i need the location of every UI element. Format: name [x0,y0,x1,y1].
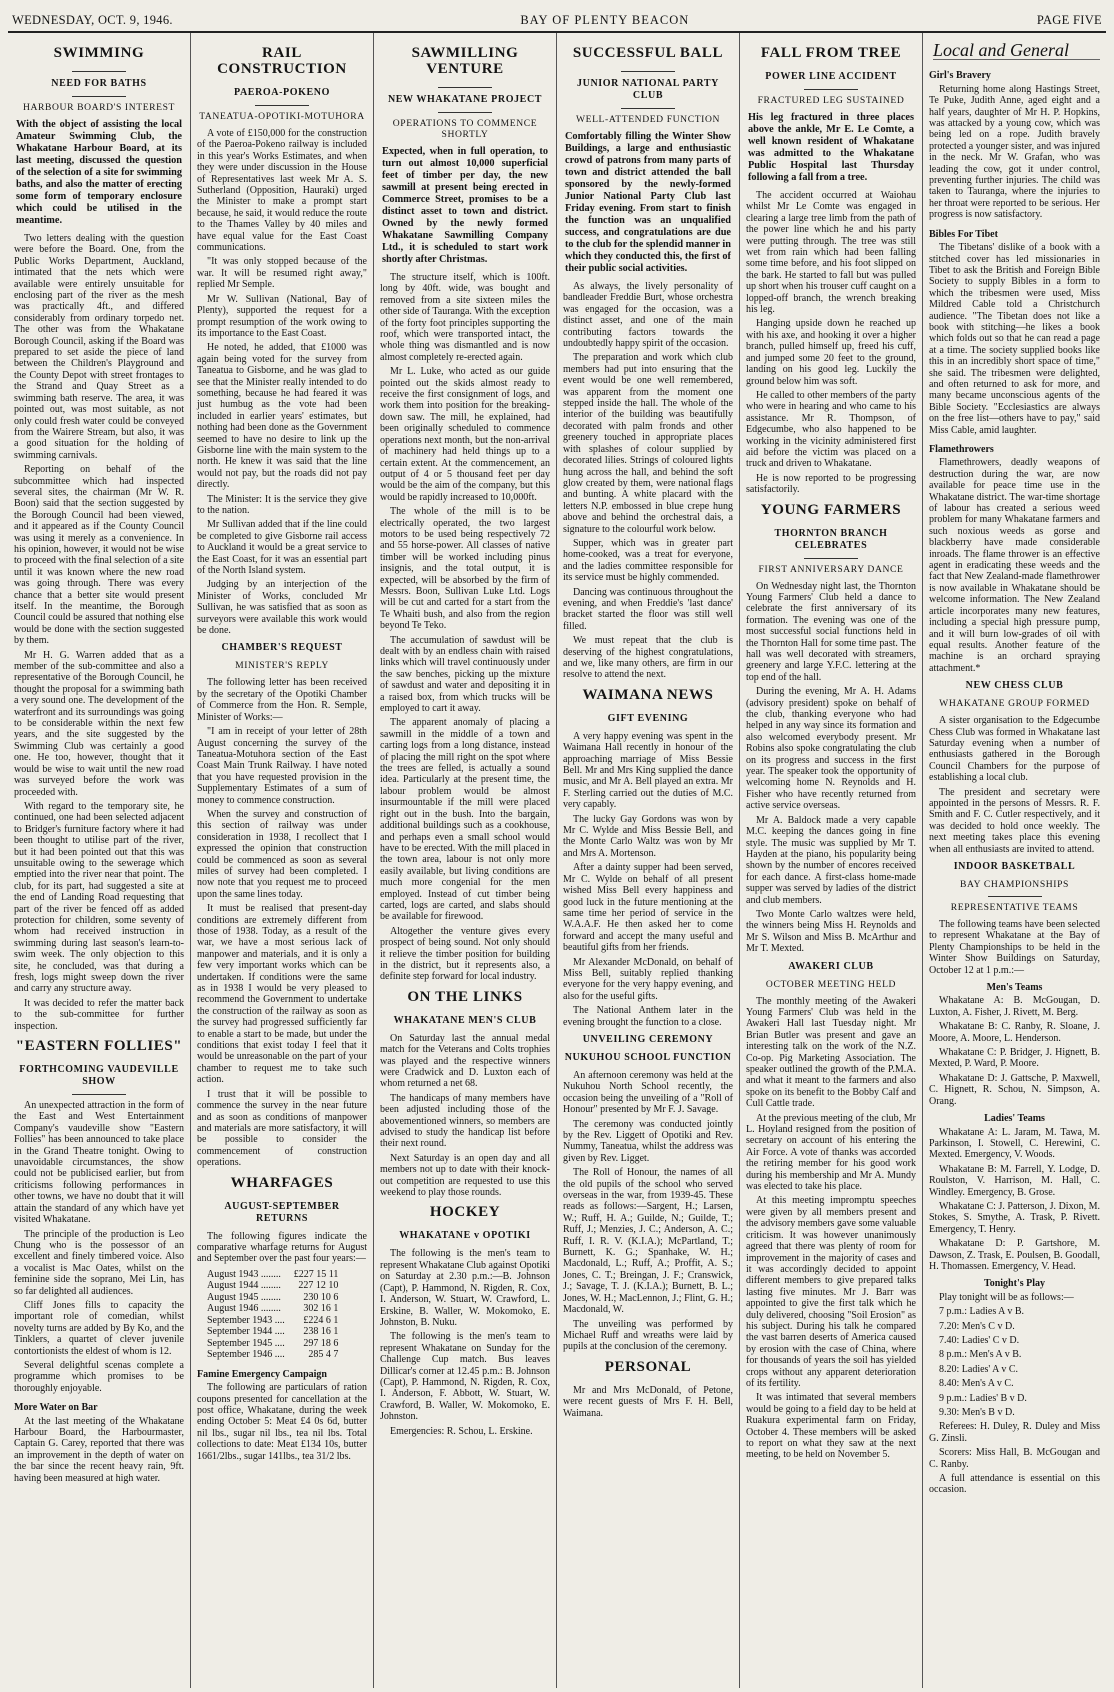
article-body [563,281,733,681]
divider [804,558,858,559]
article-swimming [14,45,184,1032]
subheading: HARBOUR BOARD'S INTEREST [22,102,176,113]
item-heading: Girl's Bravery [929,70,991,82]
divider [255,105,309,106]
item-text: Flamethrowers, deadly weapons of destruction during the war, are now available for peace time use in the Whakatane district. The war-time shortage of labour has created a serious weed problem for many Whakatane farmers and such noxious weeds as gorse and blackberry have made considerable inroads. The flame thrower is an effective agent in eradicating these weeds and the fact that New Zealand-made flamethrower is now available in Whakatane should be welcome information. The New Zealand article incorporates many new features, including a special high pressure pump, and it will burn low-grades of oil with equal results. Another feature of the machine is an orchard spraying attachment.* [929,457,1100,674]
masthead [8,10,1106,33]
paragraph: A vote of £150,000 for the construction of the Paeroa-Pokeno railway is included in this year's Works Estimates, and when they were under discussion in the House of Representatives last week Mr A. S. Sutherland (Opposition, Hauraki) urged the Minister to make a prompt start because, he said, it would reduce the route to the Thames Valley by 40 miles and have equal value for the East Coast communications. [197,128,367,254]
article-body [197,128,367,636]
subheading: NUKUHOU SCHOOL FUNCTION [564,1051,732,1063]
paragraph: Whakatane B: C. Ranby, R. Sloane, J. Moore, A. Moore, L. Henderson. [929,1021,1100,1044]
paragraph: The National Anthem later in the evening brought the function to a close. [563,1005,733,1028]
paragraph: Mr and Mrs McDonald, of Petone, were recent guests of Mrs F. H. Bell, Waimana. [563,1384,733,1419]
article-body [563,1070,733,1353]
paragraph: Emergencies: R. Schou, L. Erskine. [390,1425,533,1437]
paragraph: The structure itself, which is 100ft. long by 40ft. wide, was bought and removed from a site sixteen miles the other side of Tauranga. With the exception of the forty foot principles supporting the roof, which were transported intact, the whole thing was dismantled and is now almost completely re-erected again. [380,272,550,363]
headline: YOUNG FARMERS [760,501,902,518]
article-waimana-news [563,687,733,1028]
article-famine-campaign [197,1369,367,1462]
subheading: TANEATUA-OPOTIKI-MOTUHORA [199,111,365,122]
subheading: OCTOBER MEETING HELD [765,978,897,990]
headline: AWAKERI CLUB [788,960,874,972]
paragraph: The president and secretary were appointed in the persons of Messrs. R. F. Smith and F. C. Cutler respectively, and it was decided to hold once weekly. The next meeting takes place this evening when all enthusiasts are invited to attend. [929,786,1100,855]
paragraph: At the last meeting of the Whakatane Harbour Board, the Harbourmaster, Captain G. Carey, reported that there was an improvement in the depth of water on the bar since the recent heavy rain, 9ft. having been measured at high water. [14,1415,184,1484]
article-body [746,996,916,1461]
item-heading: Bibles For Tibet [929,228,998,240]
paragraph: The Roll of Honour, the names of all the old pupils of the school who served overseas in the war, from 1939-45. These reads as follows:—Sargent, H.; Larsen, W.; Ruff, H. A.; Guilde, N.; Guilde, T.; Ruff, J.; Menzies, J. C.; Anderson, A. C.; Ruff, I. R. V. (K.I.A.); McPartland, T.; Burnett, K. G.; Spanhake, W. H.; Macdonald, L.; Ruff, A.; Proffit, A. S.; Jones, C. T.; Breingan, J. F.; Cranswick, J.; Savage, T. J. (K.I.A.); Burnett, B. L.; Jones, W. H.; MacLennon, J.; Flint, G. H.; Macdonald, W. [563,1167,733,1316]
headline: CHAMBER'S REQUEST [221,642,343,654]
local-items [929,70,1100,674]
article-fall-from-tree [746,45,916,496]
paragraph: Reporting on behalf of the subcommittee which had inspected several sites, the chairman (Mr W. R. Boon) said that the section suggested by the Borough Council had been viewed, and it appeared as if the County Council was using it merely as a convenience. In his opinion, however, it would not be wise to proceed with the final selection of a site until it was known where the new road was going through. There was every chance that a better site would present itself. In the meantime, the Borough Council could be assured that nothing else would be done with the section suggested by them. [14,464,184,647]
paragraph: Whakatane C: P. Bridger, J. Hignett, B. Mexted, P. Ward, P. Moore. [929,1047,1100,1070]
paragraph: Mr W. Sullivan (National, Bay of Plenty), supported the request for a prompt resumption of the work owing to its importance to the East Coast. [197,293,367,339]
paragraph: An afternoon ceremony was held at the Nukuhou North School recently, the occasion being the unveiling of a "Roll of Honour" presented by Mr F. J. Savage. [563,1069,733,1116]
headline: ON THE LINKS [407,988,523,1005]
paragraph: The unveiling was performed by Michael Ruff and wreaths were laid by pupils at the conclusion of the ceremony. [563,1318,733,1353]
month-cell: August 1945 ........ [207,1291,281,1303]
article-body [197,677,367,1168]
headline: INDOOR BASKETBALL [953,861,1076,872]
paragraph: I trust that it will be possible to commence the survey in the near future and as soon as conditions of manpower and materials are more satisfactory, it will be possible to consider the commencement of construction operations. [197,1088,367,1169]
month-cell: August 1943 ........ [207,1268,281,1280]
article-unveiling-ceremony [563,1034,733,1353]
paragraph: The accident occurred at Waiohau whilst Mr Le Comte was engaged in clearing a large tree limb from the path of the power line which he and his party were putting through. The tree was still wet from rain which had been falling some time before, and his foot slipped on the bark. He started to fall but was pulled up short when his trouser cuff caught on a lopped-off branch, the wrench breaking his leg. [746,190,916,316]
article-wharfages [197,1175,367,1361]
paragraph: Play tonight will be as follows:— [939,1291,1074,1303]
paragraph: It was decided to refer the matter back to the sub-committee for further inspection. [14,997,184,1032]
paragraph: The following teams have been selected to represent Whakatane at the Bay of Plenty Championships to be held in the Winter Show Buildings on Saturday, October 12 at 1 p.m.:— [929,919,1100,976]
table-row [207,1292,341,1304]
headline: UNVEILING CEREMONY [582,1033,714,1045]
subheading: WELL-ATTENDED FUNCTION [575,114,721,125]
paragraph: Whakatane C: J. Patterson, J. Dixon, M. Stokes, S. Smythe, A. Trask, P. Rivett. Emergency, T. Henry. [929,1200,1100,1235]
article-new-chess-club [929,680,1100,855]
paragraph: With regard to the temporary site, he continued, one had been selected adjacent to Bridger's furniture factory where it had been thought to utilise part of the river, but it had been pointed out that this was unsuitable owing to the sewerage which emptied into the river near that point. The club, for its part, had suggested a site at the end of Landing Road requesting that part of the river be fenced off as added protection for children, some seventy of whom had received instruction in swimming during last season's learn-to-swim week. The only objection to this site, he concluded, was that during a fresh, logs might sweep down the river and carry any structure away. [14,800,184,995]
paragraph: Two letters dealing with the question were before the Board. One, from the Public Works Department, Auckland, intimated that the nets which were available were entirely unsuitable for enclosing part of the river as the mesh was practically 4ft., and differed considerably from ordinary torpedo net. The other was from the Whakatane Borough Council, asking if the Board was prepared to set aside the piece of land between the Children's Playground and the County Depot with street frontages to the Strand and Quay Street as a swimming bath reserve. The area, it was pointed out, was most suitable, as not only could fresh water could be conveyed from the Wairere Stream, but also, it was a good situation for the holding of swimming carnivals. [14,233,184,461]
headline: SWIMMING [53,45,145,61]
divider [72,96,126,97]
amount-cell: 230 10 6 [303,1291,339,1303]
paragraph: He called to other members of the party who were in hearing and who came to his assistance. Mr R. Thompson, of Edgecumbe, who also happened to be working in the vicinity administered first aid before the victim was placed on a truck and driven to Whakatane. [746,389,916,470]
column-6 [923,33,1106,1688]
subheading: FIRST ANNIVERSARY DANCE [758,563,904,575]
month-cell: August 1946 ........ [207,1303,281,1315]
paragraph: Several delightful scenas complete a programme which promises to be thoroughly enjoyable. [14,1359,184,1394]
play-schedule [929,1306,1100,1418]
table-row [207,1326,341,1338]
ladies-teams-heading: Ladies' Teams [984,1113,1045,1125]
paragraph: Two Monte Carlo waltzes were held, the winners being Miss H. Reynolds and Mr S. Wilson and Miss B. McArthur and Mr T. Mexted. [746,908,916,955]
table-row [207,1303,341,1315]
paragraph: An unexpected attraction in the form of the East and West Entertainment Company's vaudeville show "Eastern Follies" has been announced to take place in the Grand Theatre tonight. Owing to unavoidable circumstances, the show could not be publicised earlier, but from criticisms following performances in other towns, we have no doubt that it will attain the standard of any which have yet visited Whakatane. [14,1100,184,1226]
divider [72,1094,126,1095]
table-row [207,1349,341,1361]
table-row [207,1338,341,1350]
article-body [380,272,550,983]
paragraph: 7.20: Men's C v D. [939,1320,1015,1332]
paragraph: Supper, which was in greater part home-cooked, was a treat for everyone, and the ladies committee responsible for its service must be highly commended. [563,537,733,584]
article-eastern-follies [14,1038,184,1394]
headline: Famine Emergency Campaign [197,1368,327,1380]
headline: SUCCESSFUL BALL [572,45,724,61]
paragraph: The accumulation of sawdust will be dealt with by an endless chain with raised links which will travel continuously under the saw benches, picking up the mixture of sawdust and water and depositing it in a raised box, from which trucks will be employed to cart it away. [380,634,550,715]
subheading: JUNIOR NATIONAL PARTY CLUB [577,78,719,101]
paragraph: 8.40: Men's A v C. [939,1378,1014,1390]
lead-paragraph: With the object of assisting the local Amateur Swimming Club, the Whakatane Harbour Board, at its last meeting, discussed the question of the selection of a site for swimming baths, and also the matter of erecting some form of temporary enclosure which could be utilised in the meantime. [16,119,182,226]
article-body [14,233,184,1032]
headline: RAIL CONSTRUCTION [217,45,347,77]
article-body [929,715,1100,855]
paragraph: The following figures indicate the comparative wharfage returns for August and September over the past four years:— [197,1230,367,1265]
paragraph: The following is the men's team to represent Whakatane Club against Opotiki on Saturday at 2.30 p.m.:—B. Johnson (Capt), P. Hammond, N. Rigden, R. Cox, I. Anderson, W. Stuart, W. Crawford, L. Erskine, B. Waller, W. Mokomoko, E. Johnston, B. Nuku. [380,1248,550,1328]
mens-teams-heading: Men's Teams [986,982,1043,994]
article-body [746,581,916,955]
paragraph: A full attendance is essential on this occasion. [929,1473,1100,1496]
paragraph: Cliff Jones fills to capacity the important role of comedian, whilst novelty turns are added by By Ko, and the Tinklers, a quartet of clever juvenile contortionists the eldest of whom is 12. [14,1299,184,1357]
columns [8,33,1106,1688]
subheading: FORTHCOMING VAUDEVILLE SHOW [19,1064,179,1088]
paragraph: At this meeting impromptu speeches were given by all members present and the advisory members gave some valuable criticism. It was however unanimously agreed that there was plenty of room for improvement in the majority of cases and it was accordingly decided to appoint different members to give prepared talks lasting five minutes. Mr J. Barr was appointed to give the first talk which he duly delivered, choosing "Soil Erosion" as his subject. During his talk he compared the vast barren deserts of America caused by erosion with the case of China, where for thousands of years the soil has yielded crops without any apparent deterioration of its fertility. [746,1195,916,1389]
paragraph: Mr Alexander McDonald, on behalf of Miss Bell, suitably replied thanking everyone for the very happy evening, and also for the useful gifts. [563,956,733,1002]
paragraph: At the previous meeting of the club, Mr L. Hoyland resigned from the position of secretary on account of his entering the Air Force. A vote of thanks was accorded the retiring member for his good work during his membership and Mr A. Mundy was elected to take his place. [746,1112,916,1193]
subheading: WHAKATANE v OPOTIKI [399,1230,531,1242]
local-and-general [929,40,1100,674]
divider [621,71,675,72]
subheading: WHAKATANE MEN'S CLUB [393,1014,537,1026]
paragraph: The Minister: It is the service they give to the nation. [197,493,367,516]
paragraph: 9 p.m.: Ladies' B v D. [939,1392,1027,1404]
paragraph: It must be realised that present-day conditions are extremely different from those of 1938. Today, as a result of the war, we have a most serious lack of manpower and materials, and it is only a few very important works which can be undertaken. If conditions were the same as in 1938 I would be very pleased to recommend the Government to undertake the construction of the railway as soon as the survey had progressed sufficiently far to enable a start to be made, but under the conditions that exist today I feel that it would be unreasonable on the part of your chamber to request me to take such action. [197,903,367,1086]
paragraph: Whakatane D: J. Gattsche, P. Maxwell, C. Hignett, R. Schou, N. Simpson, A. Orang. [929,1072,1100,1107]
article-body [380,1033,550,1199]
subheading: MINISTER'S REPLY [235,660,329,672]
article-young-farmers [746,502,916,955]
ladies-teams [929,1127,1100,1273]
subheading: NEW WHAKATANE PROJECT [387,94,543,105]
month-cell: September 1946 .... [207,1349,285,1361]
paragraph: Altogether the venture gives every prospect of being sound. Not only should it relieve the timber position for building in the district, but it represents also, a definite step forward for local industry. [380,925,550,983]
paragraph: "I am in receipt of your letter of 28th August concerning the survey of the Taneatua-Motuhora section of the East Coast Main Trunk Railway. I have noted that you have requested provision in the Supplementary Estimates of a sum of money to commence construction. [197,726,367,806]
headline: HOCKEY [429,1204,501,1221]
section-title: Local and General [933,45,1100,60]
paragraph: The lucky Gay Gordons was won by Mr C. Wylde and Miss Bessie Bell, and the Monte Carlo Waltz was won by Mr and Mrs A. Mortenson. [563,813,733,859]
amount-cell: £224 6 1 [303,1314,339,1326]
paragraph: The whole of the mill is to be electrically operated, the two largest motors to be used being respectively 72 and 55 horse-power. All classes of native timber will be worked including pinus insignis, and the total output, it is expected, will be absorbed by the firm of Messrs. Boon, Sullivan Luke Ltd. Logs will be cut and carted for a start from the Te Whaiti bush, and also from the region beyond Te Teko. [380,506,550,632]
paragraph: A very happy evening was spent in the Waimana Hall recently in honour of the approaching marriage of Miss Bessie Bell. Mr and Mrs King supplied the dance music, and Mr A. Bell played an extra. Mr F. Sterling carried out the duties of M.C. very capably. [563,730,733,811]
paragraph: 7 p.m.: Ladies A v B. [939,1306,1024,1318]
divider [804,89,858,90]
article-body [380,1248,550,1437]
paragraph: Dancing was continuous throughout the evening, and when Freddie's 'last dance' bracket started the floor was still well filled. [563,586,733,632]
column-4 [557,33,740,1688]
table-row [207,1269,341,1281]
subheading: REPRESENTATIVE TEAMS [950,902,1079,913]
column-5 [740,33,923,1688]
subheading: WHAKATANE GROUP FORMED [939,698,1090,710]
headline: WAIMANA NEWS [582,686,714,703]
paragraph: Whakatane D: P. Gartshore, M. Dawson, Z. Trask, E. Poulsen, B. Goodall, H. Thomassen. Emergency, V. Head. [929,1238,1100,1272]
paragraph: Judging by an interjection of the Minister of Works, concluded Mr Sullivan, he was satisfied that as soon as surveyors were available this work would be done. [197,579,367,637]
divider [988,896,1042,897]
divider [438,87,492,88]
headline: More Water on Bar [14,1402,98,1414]
column-1 [8,33,191,1688]
lead-paragraph: Comfortably filling the Winter Show Buildings, a large and enthusiastic crowd of patrons from many parts of town and district attended the ball sponsored by the newly-formed Junior National Party Club last Friday evening. From start to finish the function was an unqualified success, and congratulations are due to the club for the splendid manner in which they conducted this, the first of their public social activities. [565,131,731,274]
paragraph: Hanging upside down he reached up with his axe, and hooking it over a higher branch, pulled himself up, freed his cuff, and jumped some 20 feet to the ground, landing on his good leg. Luckily the ground below him was soft. [746,318,916,387]
subheading: OPERATIONS TO COMMENCE SHORTLY [392,118,538,140]
paragraph: Whakatane B: M. Farrell, Y. Lodge, D. Roulston, V. Harrison, M. Hall, C. Windley. Emergency, B. Grose. [929,1163,1100,1198]
paragraph: Mr A. Baldock made a very capable M.C. keeping the dances going in fine style. The music was supplied by Mr T. Hayden at the piano, his popularity being shown by the number of encores received for each dance. A first-class home-made supper was served by ladies of the district and club members. [746,814,916,906]
amount-cell: £227 15 11 [293,1268,339,1280]
item-text: The Tibetans' dislike of a book with a stitched cover has led missionaries in Tibet to ask the British and Foreign Bible Society to supply Bibles in a form to which the tribesmen were used, Miss Mildred Cable told a Christchurch audience. "The Tibetan does not like a book with stitching—he likes a book which folds out so that he can read a page at a time. The society supplied books like this in an incredibly short space of time," she said. The tribesmen were delighted, and often returned to ask for more, and many became unconscious agents of the Bible Society. "Ecclesiastics are always on the free list—others have to pay," said Miss Cable, amid laughter. [929,242,1100,436]
divider [72,71,126,72]
paragraph: During the evening, Mr A. H. Adams (advisory president) spoke on behalf of the club, thanking everyone who had helped in any way since its formation and also welcomed everybody present. Mr Robins also spoke congratulating the club on its progress and success in the first year. The speaker took the opportunity of welcoming home N. Reynolds and H. Fisher who have recently returned from active service overseas. [746,686,916,812]
article-on-the-links [380,989,550,1199]
page-number: PAGE FIVE [1036,12,1102,27]
subheading: FRACTURED LEG SUSTAINED [757,95,905,106]
issue-date: WEDNESDAY, OCT. 9, 1946. [12,12,173,27]
headline: PERSONAL [604,1358,692,1375]
paragraph: Mr H. G. Warren added that as a member of the sub-committee and also a representative of the Borough Council, he thought the proposal for a swimming bath a very sound one. The development of the waterfront and its surroundings was going to be considerable within the next few years, and the site suggested by the Swimming Club was certainly a good one. He too, however, thought that it would be wise to wait until the new road was surveyed before the work was proceeded with. [14,649,184,798]
paragraph: Mr Sullivan added that if the line could be completed to give Gisborne rail access to Auckland it would be a great service to the East Coast, for it was an essential part of the North Island system. [197,519,367,577]
paragraph: On Wednesday night last, the Thornton Young Farmers' Club held a dance to celebrate the first anniversary of its formation. The evening was one of the most successful social functions held in the Thornton Hall for some time past. The hall was well decorated with streamers, greenery and large Y.F.C. lettering at the top end of the hall. [746,580,916,683]
item-text: Returning home along Hastings Street, Te Puke, Judith Anne, aged eight and a half years, daughter of Mr H. P. Hopkins, was attacked by a young cow, which was being led on a rope. Judith bravely protected a younger sister, and was injured in the neck. Mr W. Grafan, who was leading the cow, got it under control, preventing further injuries. The child was taken to Tauranga, where the injuries to her throat were reported to be serious. Her progress is now satisfactory. [929,83,1100,221]
table-row [207,1280,341,1292]
article-body [14,1100,184,1394]
paragraph: Scorers: Miss Hall, B. McGougan and C. Ranby. [929,1447,1100,1470]
paragraph: It was intimated that several members would be going to a field day to be held at Ruakura experimental farm on Friday, October 4. These members will be asked to report on what they saw at the next meeting, to be held on November 5. [746,1392,916,1461]
paragraph: 8.20: Ladies' A v C. [939,1363,1019,1375]
paragraph: When the survey and construction of this section of railway was under consideration in 1938, I recollect that I expressed the opinion that construction could be commenced as soon as several miles of survey had been completed. I now note that you request me to proceed upon the same lines today. [197,808,367,900]
column-2 [191,33,374,1688]
amount-cell: 302 16 1 [303,1303,339,1315]
article-body [563,731,733,1028]
paragraph: 7.40: Ladies' C v D. [939,1335,1020,1346]
subheading: PAEROA-POKENO [234,87,330,98]
paragraph: The monthly meeting of the Awakeri Young Farmers' Club was held in the Awakeri Hall last Tuesday night. Mr Brian Butler was present and gave an interesting talk on the work of the N.Z. Co-op. Pig Marketing Association. The speaker outlined the growth of the P.M.A. and what it meant to the farmers and also spoke on its benefit to the Bobby Calf and Cull Cattle trade. [746,995,916,1110]
paragraph: He noted, he added, that £1000 was again being voted for the survey from Taneatua to Gisborne, and he was glad to see that the Minister really intended to do something, because he had feared it was just humbug as the vote had been included in earlier years' estimates, but nothing had been done as the Government seemed to have no desire to link up the Gisborne line with the main system to the north. He knew it was said that the line would not pay, but the roads did not pay directly. [197,342,367,491]
paragraph: The ceremony was conducted jointly by the Rev. Liggett of Opotiki and Rev. Nummy, Taneatua, whilst the address was given by Rev. Ligget. [563,1118,733,1164]
amount-cell: 227 12 10 [298,1280,339,1292]
lead-paragraph: His leg fractured in three places above the ankle, Mr E. Le Comte, a well known resident of Whakatane was admitted to the Whakatane Public Hospital last Thursday following a fall from a tree. [748,112,914,183]
article-chambers-request [197,642,367,1168]
paragraph: The principle of the production is Leo Chung who is the possessor of an excellent and finely timbered voice. Also a vocalist is Mac Oates, whilst on the feminine side the soprano, Mei Lin, has so far delighted all audiences. [14,1228,184,1297]
paragraph: Next Saturday is an open day and all members not up to date with their knock-out competition are requested to use this weekend to play those rounds. [380,1152,550,1199]
paragraph: The following is the men's team to represent Whakatane on Sunday for the Challenge Cup match. Bus leaves Dillicar's corner at 12.45 p.m.: B. Johnson (Capt), P. Hammond, N. Rigden, R. Cox, I. Anderson, F. Abbott, W. Stuart, W. Crawford, B. Waller, W. Mokomoko, E. Johnston. [380,1331,550,1423]
subheading: GIFT EVENING [607,712,689,724]
paragraph: The preparation and work which club members had put into ensuring that the event would be one well remembered, was apparent from the moment one stepped inside the hall. The whole of the interior of the building was beautifully decorated with palm fronds and other greenery touched in appropriate places with splashes of colour supplied by decorated lilies. Strings of coloured lights hung across the hall, and behind the soft glow created by them, were national flags and bunting. A white placard with the letters N.P. embossed in blue crepe hung above and behind the orchestral dais, a signature to the colourful work below. [563,352,733,535]
headline: FALL FROM TREE [760,45,902,61]
divider [438,112,492,113]
paragraph: He is now reported to be progressing satisfactorily. [746,472,916,496]
paragraph: Referees: H. Duley, R. Duley and Miss G. Zinsli. [929,1421,1100,1444]
paragraph: We must repeat that the club is deserving of the highest congratulations, and we, like many others, are firm in our resolve to attend the next. [563,635,733,681]
lead-paragraph: Expected, when in full operation, to turn out almost 10,000 superficial feet of timber per day, the new sawmill at present being erected in Commerce Street, promises to be a distinct asset to town and district. Owned by the newly formed Whakatane Sawmilling Company Ltd., it is scheduled to start work shortly after Christmas. [382,146,548,265]
headline: SAWMILLING VENTURE [411,45,519,77]
paragraph: The handicaps of many members have been adjusted including those of the abovementioned winners, so members are advised to study the handicap list before their next round. [380,1092,550,1150]
article-awakeri-club [746,961,916,1461]
headline: "EASTERN FOLLIES" [15,1038,183,1055]
month-cell: August 1944 ........ [207,1280,281,1292]
subheading: POWER LINE ACCIDENT [765,71,897,82]
mens-teams [929,995,1100,1107]
paragraph: After a dainty supper had been served, Mr C. Wylde on behalf of all present wished Miss Bell every happiness and good luck in the future mentioning at the same time her period of service in the W.A.A.F. He then asked her to come forward and accept the many useful and beautiful gifts from her friends. [563,862,733,954]
paragraph: "It was only stopped because of the war. It will be resumed right away," replied Mr Semple. [197,256,367,291]
headline: NEW CHESS CLUB [965,680,1064,692]
column-3 [374,33,557,1688]
article-personal [563,1359,733,1419]
article-more-water [14,1402,184,1484]
paragraph: The following are particulars of ration coupons presented for cancellation at the post office, Whakatane, during the week ending October 5: Meat £4 0s 6d, butter nil lbs., sugar nil lbs., tea nil lbs. Total collections to date: Meat £134 10s, butter 1661/2lbs., sugar 141lbs., tea 31/2 lbs. [197,1382,367,1462]
item-heading: Flamethrowers [929,444,994,455]
paragraph: Mr L. Luke, who acted as our guide pointed out the skids almost ready to receive the first consignment of logs, and work them into position for the breaking-down saw. The mill, he explained, had been originally scheduled to commence operations next month, but the non-arrival of machinery had held things up to a certain extent. At the commencement, an output of 4 or 5 thousand feet per day would be the aim of the company, but this would be rapidly increased to 10,000ft. [380,366,550,503]
headline: WHARFAGES [230,1174,334,1191]
subheading: AUGUST-SEPTEMBER RETURNS [224,1200,340,1224]
paragraph: On Saturday last the annual medal match for the Veterans and Colts trophies was played and the respective winners were Cradwick and D. Luxton each of whom returned a net 68. [380,1032,550,1090]
subheading: NEED FOR BATHS [51,78,147,89]
article-rail-construction [197,45,367,636]
wharfage-table [207,1269,341,1361]
paragraph: The apparent anomaly of placing a sawmill in the middle of a town and carting logs from a long distance, instead of placing the mill right on the spot where the trees are felled, is actually a sound idea. Particularly at the present time, the labour problem would be almost insurmountable if the mill were placed right out in the bush. Into the bargain, additional buildings such as a cookhouse, and perhaps even a small school would have to be erected. With the mill placed in the town area, labour is not only more easily available, but living conditions are much more congenial for the men employed. Instead of cut timber being carted, logs are carted, and slabs should be available for firewood. [380,717,550,923]
paragraph: As always, the lively personality of bandleader Freddie Burt, whose orchestra was engaged for the occasion, was a distinct asset, and one of the main contributing factors towards the undoubtedly happy spirit of the occasion. [563,281,733,350]
article-indoor-basketball [929,861,1100,1496]
subheading: THORNTON BRANCH CELEBRATES [774,527,888,551]
article-successful-ball [563,45,733,681]
month-cell: September 1944 .... [207,1326,285,1338]
closing-notes [929,1421,1100,1495]
amount-cell: 297 18 6 [303,1337,339,1349]
paragraph: The following letter has been received by the secretary of the Opotiki Chamber of Commerce from the Hon. R. Semple, Minister of Works:— [197,677,367,723]
paragraph: 8 p.m.: Men's A v B. [939,1349,1022,1361]
paragraph: A sister organisation to the Edgecumbe Chess Club was formed in Whakatane last Saturday evening when a number of enthusiasts gathered in the Borough Council Chambers for the purpose of establishing a local club. [929,715,1100,784]
divider [621,108,675,109]
paper-name: BAY OF PLENTY BEACON [520,12,690,27]
paragraph: 9.30: Men's B v D. [939,1407,1015,1419]
article-sawmilling [380,45,550,983]
amount-cell: 285 4 7 [308,1349,339,1361]
article-hockey [380,1204,550,1437]
paragraph: Whakatane A: B. McGougan, D. Luxton, A. Fisher, J. Rivett, M. Berg. [929,995,1100,1018]
month-cell: September 1945 .... [207,1337,285,1349]
amount-cell: 238 16 1 [303,1326,339,1338]
paragraph: Whakatane A: L. Jaram, M. Tawa, M. Parkinson, I. Stowell, C. Herewini, C. Mexted. Emergency, V. Woods. [929,1126,1100,1161]
month-cell: September 1943 .... [207,1314,285,1326]
subheading: BAY CHAMPIONSHIPS [960,879,1069,890]
article-body [746,190,916,496]
tonights-play-heading: Tonight's Play [983,1278,1046,1290]
table-row [207,1315,341,1327]
